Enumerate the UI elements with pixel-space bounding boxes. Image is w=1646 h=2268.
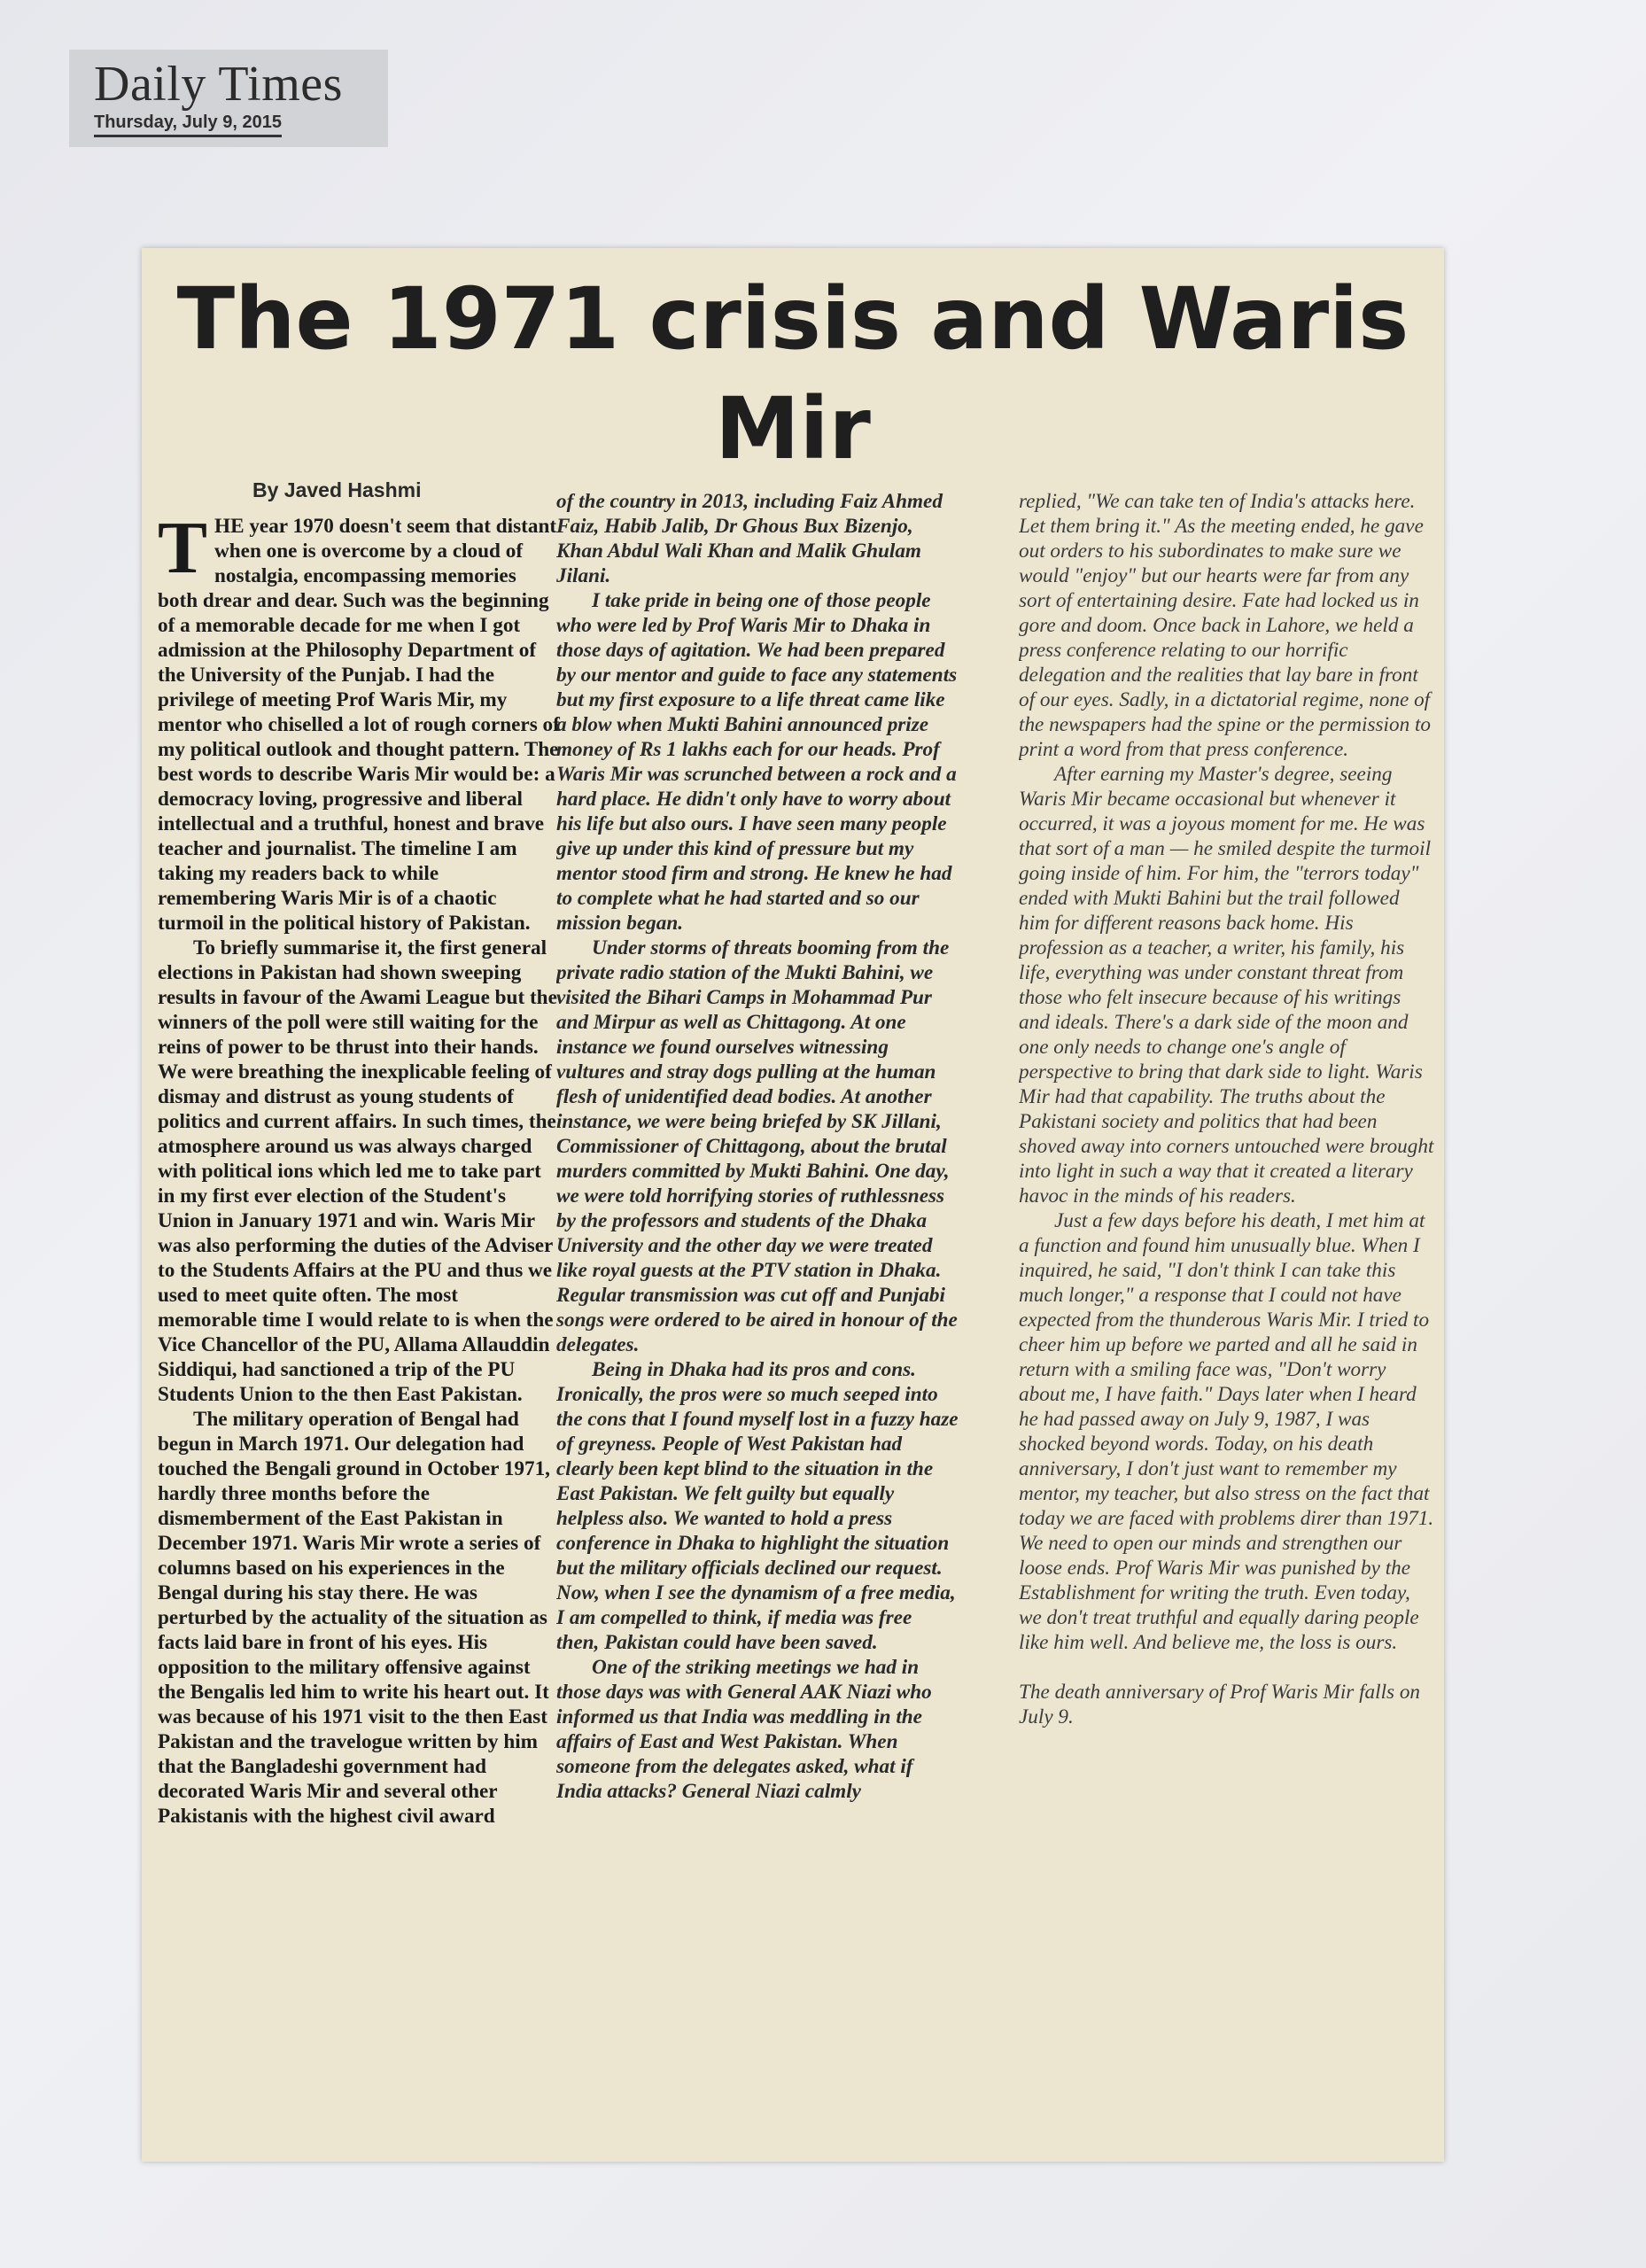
newspaper-name: Daily Times bbox=[94, 57, 343, 112]
article-headline: The 1971 crisis and Waris Mir bbox=[176, 269, 1409, 478]
article-column-2 bbox=[556, 489, 959, 2146]
paragraph: Being in Dhaka had its pros and cons. Ironically, the pros were so much seeped into the cons that I found myself lost in a fuzzy haze of greyness. People of West Pakistan had clearly been kept blind to the situation in the East Pakistan. We felt guilty but equally helpless also. We wanted to hold a press conference in Dhaka to highlight the situation but the military officials declined our request. Now, when I see the dynamism of a free media, I am compelled to think, if media was free then, Pakistan could have been saved. bbox=[556, 1358, 959, 1654]
paragraph bbox=[158, 514, 561, 936]
paragraph: Just a few days before his death, I met him at a function and found him unusually blue. When I inquired, he said, "I don't think I can take this much longer," a response that I could not have expected from the thunderous Waris Mir. I tried to cheer him up before we parted and all he said in return with a smiling face was, "Don't worry about me, I have faith." Days later when I heard he had passed away on July 9, 1987, I was shocked beyond words. Today, on his death anniversary, I don't just want to remember my mentor, my teacher, but also stress on the fact that today we are faced with problems direr than 1971. We need to open our minds and strengthen our loose ends. Prof Waris Mir was punished by the Establishment for writing the truth. Even today, we don't treat truthful and equally daring people like him well. And believe me, the loss is ours. bbox=[1019, 1209, 1434, 1654]
article-byline: By Javed Hashmi bbox=[252, 478, 422, 501]
paragraph: of the country in 2013, including Faiz Ahmed Faiz, Habib Jalib, Dr Ghous Bux Bizenjo, Khan Abdul Wali Khan and Malik Ghulam Jilani. bbox=[556, 490, 943, 587]
article-column-1 bbox=[158, 514, 561, 2144]
newspaper-masthead bbox=[69, 50, 388, 147]
publication-date: Thursday, July 9, 2015 bbox=[94, 112, 282, 137]
paragraph: After earning my Master's degree, seeing Waris Mir became occasional but whenever it occurred, it was a joyous moment for me. He was that sort of a man — he smiled despite the turmoil going inside of him. For him, the "terrors today" ended with Mukti Bahini but the trail followed him for different reasons back home. His profession as a teacher, a writer, his family, his life, everything was under constant threat from those who felt insecure because of his writings and ideals. There's a dark side of the moon and one only needs to change one's angle of perspective to bring that dark side to light. Waris Mir had that capability. The truths about the Pakistani society and politics that had been shoved away into corners untouched were brought into light in such a way that it created a literary havoc in the minds of his readers. bbox=[1019, 763, 1434, 1208]
paragraph: I take pride in being one of those people who were led by Prof Waris Mir to Dhaka in those days of agitation. We had been prepared by our mentor and guide to face any statements but my first exposure to a life threat came like a blow when Mukti Bahini announced prize money of Rs 1 lakhs each for our heads. Prof Waris Mir was scrunched between a rock and a hard place. He didn't only have to worry about his life but also ours. I have seen many people give up under this kind of pressure but my mentor stood firm and strong. He knew he had to complete what he had started and so our mission began. bbox=[556, 589, 958, 935]
paragraph: Under storms of threats booming from the private radio station of the Mukti Bahini, we visited the Bihari Camps in Mohammad Pur and Mirpur as well as Chittagong. At one instance we found ourselves witnessing vultures and stray dogs pulling at the human flesh of unidentified dead bodies. At another instance, we were being briefed by SK Jillani, Commissioner of Chittagong, about the brutal murders committed by Mukti Bahini. One day, we were told horrifying stories of ruthlessness by the professors and students of the Dhaka University and the other day we were treated like royal guests at the PTV station in Dhaka. Regular transmission was cut off and Punjabi songs were ordered to be aired in honour of the delegates. bbox=[556, 936, 958, 1356]
drop-cap: T bbox=[158, 514, 208, 589]
paragraph: To briefly summarise it, the first general elections in Pakistan had shown sweeping results in favour of the Awami League but the winners of the poll were still waiting for the reins of power to be thrust into their hands. We were breathing the inexplicable feeling of dismay and distrust as young students of politics and current affairs. In such times, the atmosphere around us was always charged with political ions which led me to take part in my first ever election of the Student's Union in January 1971 and win. Waris Mir was also performing the duties of the Adviser to the Students Affairs at the PU and thus we used to meet quite often. The most memorable time I would relate to is when the Vice Chancellor of the PU, Allama Allauddin Siddiqui, had sanctioned a trip of the PU Students Union to the then East Pakistan. bbox=[158, 936, 557, 1406]
paragraph: replied, "We can take ten of India's attacks here. Let them bring it." As the meeting ended, he gave out orders to his subordinates to make sure we would "enjoy" but our hearts were far from any sort of entertaining desire. Fate had locked us in gore and doom. Once back in Lahore, we held a press conference relating to our horrific delegation and the realities that lay bare in front of our eyes. Sadly, in a dictatorial regime, none of the newspapers had the spine or the permission to print a word from that press conference. bbox=[1019, 490, 1432, 761]
newspaper-clipping bbox=[142, 248, 1444, 2162]
paragraph: One of the striking meetings we had in those days was with General AAK Niazi who informed us that India was meddling in the affairs of East and West Pakistan. When someone from the delegates asked, what if India attacks? General Niazi calmly bbox=[556, 1656, 932, 1803]
article-footnote: The death anniversary of Prof Waris Mir falls on July 9. bbox=[1019, 1681, 1421, 1728]
paragraph-text: HE year 1970 doesn't seem that distant when one is overcome by a cloud of nostalgia, encompassing memories both drear and dear. Such was the beginning of a memorable decade for me when I got admission at the Philosophy Department of the University of the Punjab. I had the privilege of meeting Prof Waris Mir, my mentor who chiselled a lot of rough corners of my political outlook and thought pattern. The best words to describe Waris Mir would be: a democracy loving, progressive and liberal intellectual and a truthful, honest and brave teacher and journalist. The timeline I am taking my readers back to while remembering Waris Mir is of a chaotic turmoil in the political history of Pakistan. bbox=[158, 515, 560, 935]
paragraph: The military operation of Bengal had begun in March 1971. Our delegation had touched the Bengali ground in October 1971, hardly three months before the dismemberment of the East Pakistan in December 1971. Waris Mir wrote a series of columns based on his experiences in the Bengal during his stay there. He was perturbed by the actuality of the situation as facts laid bare in front of his eyes. His opposition to the military offensive against the Bengalis led him to write his heart out. It was because of his 1971 visit to the then East Pakistan and the travelogue written by him that the Bangladeshi government had decorated Waris Mir and several other Pakistanis with the highest civil award bbox=[158, 1408, 550, 1828]
article-column-3 bbox=[1019, 489, 1435, 2146]
